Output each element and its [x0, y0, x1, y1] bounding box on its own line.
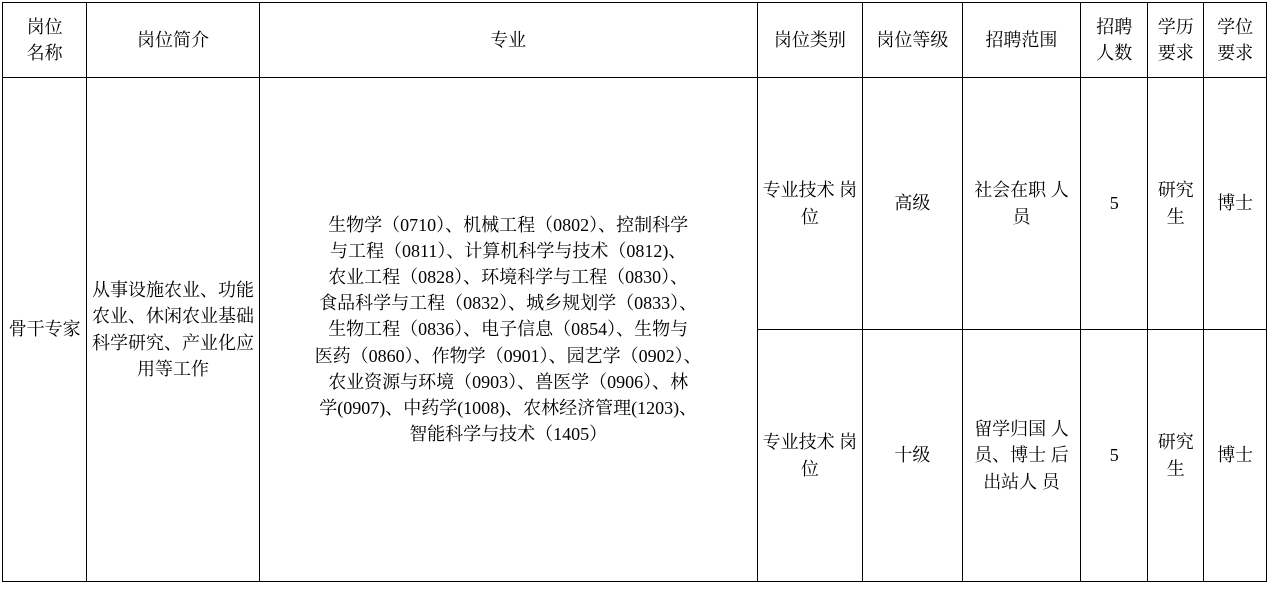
- recruit-count-header-line1: 招聘: [1096, 16, 1133, 37]
- column-header-job-desc: 岗位简介: [87, 3, 260, 78]
- cell-education: [1148, 330, 1204, 582]
- cell-job-type: [757, 330, 863, 582]
- major-line: 智能科学与技术（1405）: [409, 423, 608, 444]
- degree-header-line2: 要求: [1217, 43, 1254, 63]
- cell-education: [1148, 78, 1204, 330]
- recruitment-table: [2, 2, 1267, 582]
- column-header-major: 专业: [259, 3, 757, 78]
- cell-recruit-scope: [962, 330, 1081, 582]
- education-line2: 生: [1166, 458, 1185, 479]
- recruit-scope-line4: 员: [1041, 471, 1060, 492]
- cell-job-level: 十级: [863, 330, 962, 582]
- recruit-count-header-line2: 人数: [1096, 43, 1133, 63]
- cell-job-level: 高级: [863, 78, 962, 330]
- cell-job-type: [757, 78, 863, 330]
- cell-degree: 博士: [1204, 78, 1267, 330]
- education-header-line1: 学历: [1157, 16, 1194, 37]
- column-header-job-name: [3, 3, 87, 78]
- major-line: 食品科学与工程（0832）、城乡规划学（0833）、: [319, 293, 698, 314]
- table-header-row: [3, 3, 1267, 78]
- table-row: [3, 78, 1267, 330]
- cell-job-name: 骨干专家: [3, 78, 87, 582]
- cell-recruit-scope: [962, 78, 1081, 330]
- column-header-job-type: 岗位类别: [757, 3, 863, 78]
- column-header-degree: [1204, 3, 1267, 78]
- recruit-scope-line3: 后出站人: [983, 445, 1069, 492]
- education-line2: 生: [1166, 206, 1185, 227]
- recruit-scope-line2: 人员、博士: [974, 419, 1069, 466]
- recruit-scope-line2: 人员: [1012, 180, 1069, 227]
- major-line: 生物学（0710）、机械工程（0802）、控制科学: [328, 215, 689, 236]
- degree-header-line1: 学位: [1217, 16, 1254, 37]
- recruit-scope-line1: 留学归国: [974, 419, 1047, 440]
- major-line: 医药（0860）、作物学（0901）、园艺学（0902）、: [314, 345, 702, 366]
- cell-recruit-count: 5: [1081, 78, 1148, 330]
- major-line: 生物工程（0836）、电子信息（0854）、生物与: [328, 319, 689, 340]
- job-type-line1: 专业技术: [762, 180, 835, 201]
- column-header-recruit-scope: 招聘范围: [962, 3, 1081, 78]
- cell-degree: 博士: [1204, 330, 1267, 582]
- major-line: 农业工程（0828）、环境科学与工程（0830）、: [328, 267, 689, 288]
- cell-major-list: [259, 78, 757, 582]
- education-line1: 研究: [1157, 432, 1194, 453]
- job-type-line2: 岗位: [800, 180, 858, 227]
- job-type-line2: 岗位: [800, 432, 858, 479]
- column-header-job-level: 岗位等级: [863, 3, 962, 78]
- column-header-recruit-count: [1081, 3, 1148, 78]
- recruit-scope-line1: 社会在职: [974, 180, 1047, 201]
- education-header-line2: 要求: [1157, 43, 1194, 63]
- major-line: 学(0907)、中药学(1008)、农林经济管理(1203)、: [319, 397, 698, 418]
- job-name-header-line2: 名称: [26, 43, 63, 63]
- column-header-education: [1148, 3, 1204, 78]
- job-name-header-line1: 岗位: [26, 16, 63, 37]
- job-type-line1: 专业技术: [762, 432, 835, 453]
- major-line: 与工程（0811）、计算机科学与技术（0812)、: [330, 241, 687, 262]
- major-line: 农业资源与环境（0903）、兽医学（0906）、林: [328, 371, 689, 392]
- education-line1: 研究: [1157, 180, 1194, 201]
- cell-recruit-count: 5: [1081, 330, 1148, 582]
- cell-job-desc: 从事设施农业、功能农业、休闲农业基础科学研究、产业化应用等工作: [87, 78, 260, 582]
